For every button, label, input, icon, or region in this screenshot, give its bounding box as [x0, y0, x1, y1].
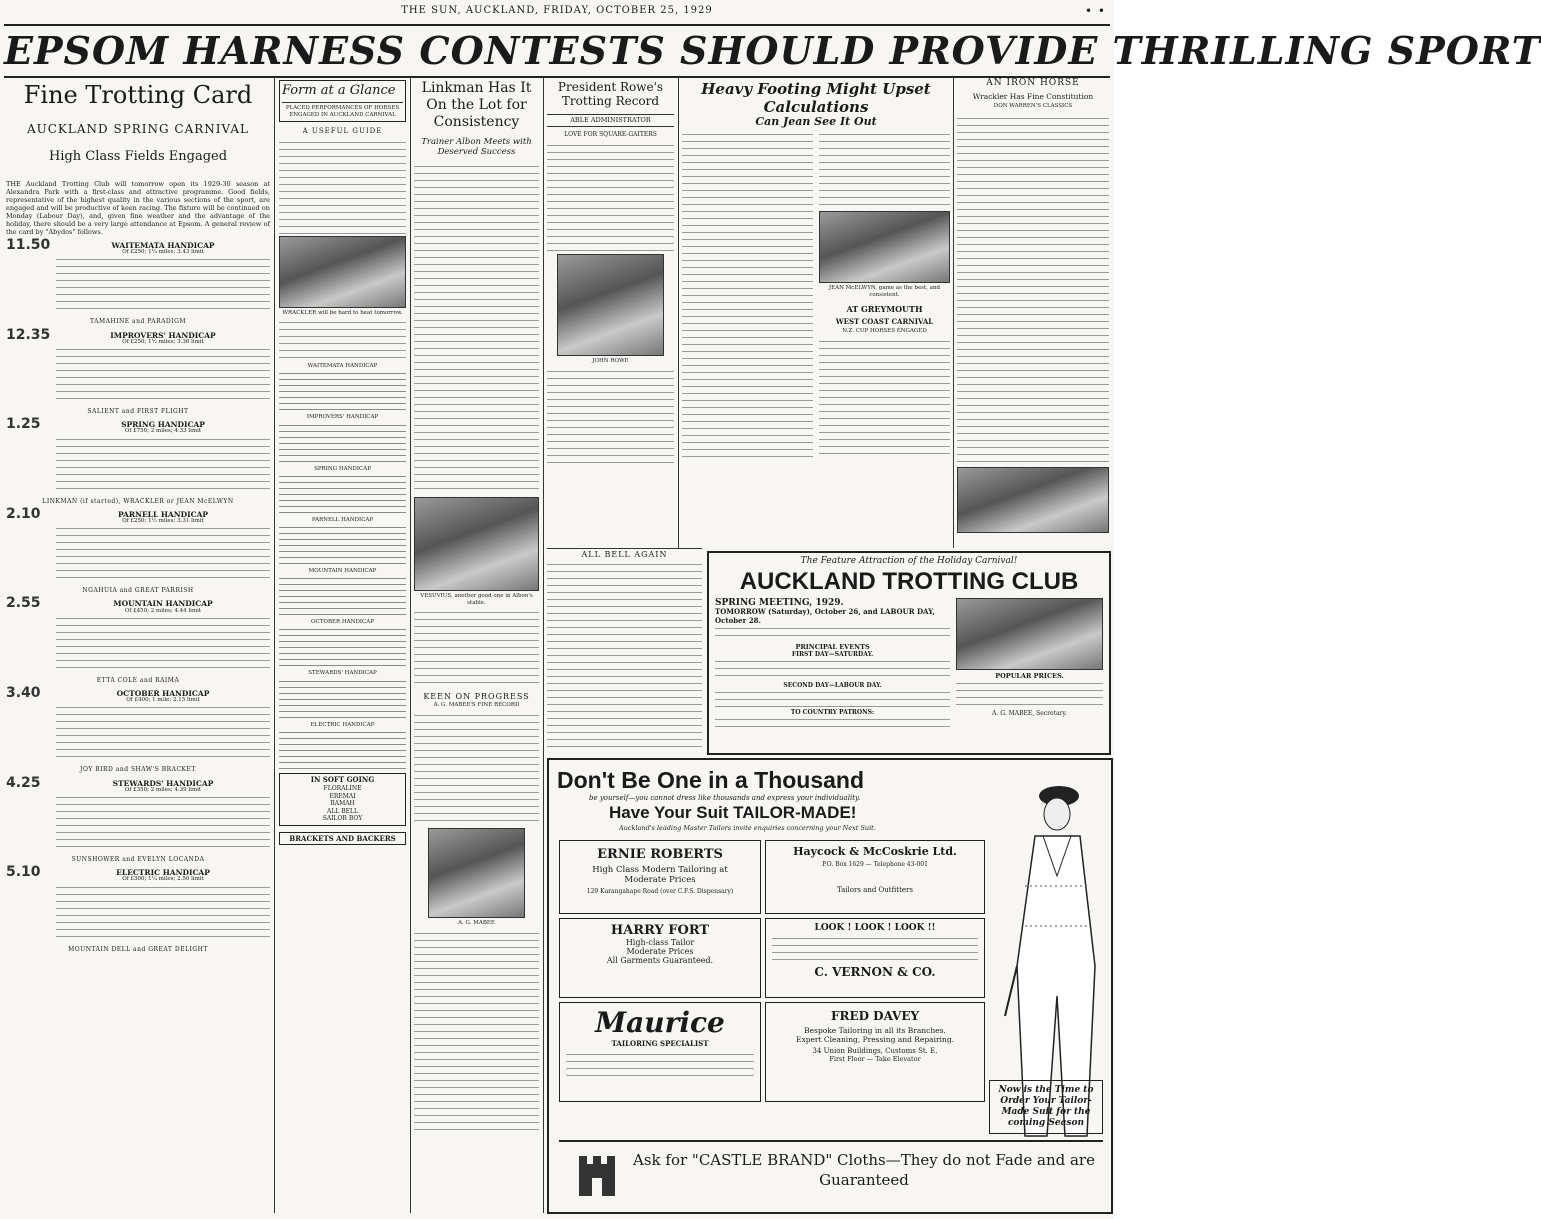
- wrackler-photo: [279, 236, 406, 308]
- soft-going-horse: FLORALINE: [323, 785, 362, 793]
- race-time: 3.40: [6, 685, 41, 702]
- race-body: [56, 780, 270, 852]
- atc-dates: TOMORROW (Saturday), October 26, and LABOUR DAY, October 28.: [715, 607, 935, 625]
- race-entries-list: [6, 774, 52, 852]
- race-entries-list: [6, 685, 52, 762]
- atc-first-day: FIRST DAY—SATURDAY.: [791, 651, 874, 658]
- race-time: 2.10: [6, 505, 41, 522]
- race-body: [56, 869, 270, 941]
- column-iron-horse: [957, 80, 1109, 546]
- column-rule: [410, 78, 411, 1213]
- race-entries-list: [6, 237, 52, 314]
- race-body: [56, 600, 270, 672]
- column-fine-trotting-card: [6, 80, 270, 1212]
- race-name: MOUNTAIN HANDICAP: [113, 599, 213, 609]
- atc-principal: PRINCIPAL EVENTS: [795, 643, 870, 651]
- haycock-ad: [765, 840, 985, 914]
- atc-second-day-events: [715, 689, 950, 709]
- davey-line4: First Floor — Take Elevator: [829, 1055, 921, 1063]
- davey-line3: 34 Union Buildings, Customs St. E.: [812, 1047, 938, 1055]
- jean-mcelwyn-photo: [819, 211, 950, 283]
- race-detail: Of £350; 2 miles; 4.39 limit: [124, 786, 202, 793]
- form-subtitle: PLACED PERFORMANCES OF HORSES ENGAGED IN AUCKLAND CARNIVAL: [282, 102, 403, 119]
- race-entry: [6, 416, 270, 505]
- atc-title: AUCKLAND TROTTING CLUB: [739, 568, 1079, 595]
- race-name: OCTOBER HANDICAP: [116, 689, 210, 699]
- race-selection: JOY BIRD and SHAW'S BRACKET: [80, 766, 196, 774]
- race-selection: SUNSHOWER and EVELYN LOCANDA: [71, 856, 205, 864]
- vernon-look: LOOK ! LOOK ! LOOK !!: [814, 923, 936, 933]
- race-name: ELECTRIC HANDICAP: [116, 868, 210, 878]
- race-detail: Of £300; 1¼ miles; 2.50 limit: [122, 876, 204, 883]
- atc-feature: The Feature Attraction of the Holiday Carnival!: [800, 556, 1018, 566]
- article-headline: Fine Trotting Card: [23, 81, 253, 109]
- linkman-subheadline: Trainer Albon Meets with Deserved Success: [421, 137, 532, 157]
- tailor-sub: be yourself—you cannot dress like thousands and express your individuality.: [589, 794, 861, 802]
- race-detail: Of £750; 2 miles; 4.33 limit: [124, 428, 202, 435]
- race-row: [6, 774, 270, 852]
- atc-patrons: TO COUNTRY PATRONS:: [790, 709, 875, 716]
- race-detail: Of £400; 1 mile; 2.15 limit: [126, 697, 200, 704]
- race-entry: [6, 505, 270, 595]
- maurice-ad: [559, 1002, 761, 1102]
- heavy-subheadline: Can Jean See It Out: [755, 115, 877, 128]
- race-selection: LINKMAN (if started), WRACKLER or JEAN McELWYN: [42, 497, 234, 505]
- race-body: [56, 242, 270, 314]
- form-table-heading: MOUNTAIN HANDICAP: [308, 568, 377, 575]
- vernon-ad: [765, 918, 985, 998]
- castle-brand-ad: [559, 1140, 1103, 1206]
- brackets-box: [279, 832, 406, 845]
- tailor-headline: Don't Be One in a Thousand: [557, 767, 865, 793]
- davey-line2: Expert Cleaning, Pressing and Repairing.: [795, 1035, 955, 1044]
- column-rule: [274, 78, 275, 1213]
- race-row: [6, 595, 270, 672]
- race-time: 5.10: [6, 864, 41, 881]
- page-banner-headline: EPSOM HARNESS CONTESTS SHOULD PROVIDE THRILLING SPORT: [4, 24, 1110, 78]
- heavy-body: [682, 131, 950, 461]
- linkman-headline: Linkman Has It On the Lot for Consistency: [421, 80, 532, 130]
- rowe-sub2: LOVE FOR SQUARE-GAITERS: [564, 131, 657, 139]
- soft-going-horse: RAMAH: [330, 800, 355, 808]
- form-table-rows: [279, 626, 406, 666]
- race-article-text: [56, 794, 270, 852]
- maurice-text: [566, 1051, 754, 1081]
- photo-caption: WRACKLER will be hard to beat tomorrow.: [282, 310, 403, 317]
- form-guide-label: A USEFUL GUIDE: [302, 127, 383, 135]
- heavy-text-left: [682, 131, 813, 461]
- column-form-at-a-glance: [279, 80, 406, 1212]
- race-row: [6, 864, 270, 941]
- article-intro: THE Auckland Trotting Club will tomorrow open its 1929-30 season at Alexandra Park with a first-class and attractive programme. Good fields, representative of the highest quality in the various sections of the sport, are engaged and will be productive of keen racing. The fixture will be continued on Monday (Labour Day), and, given fine weather and the advantage of the holiday, there should be a very large attendance at Epsom. A general review of the card by "Abydos" follows.: [6, 180, 270, 236]
- race-row: [6, 237, 270, 314]
- race-list: [6, 237, 270, 953]
- form-table-heading: IMPROVERS' HANDICAP: [306, 414, 379, 421]
- race-entry: [6, 685, 270, 774]
- rowe-headline: President Rowe's Trotting Record: [557, 80, 664, 108]
- race-detail: Of £250; 1½ miles; 3.31 limit: [122, 518, 204, 525]
- auckland-trotting-club-ad: [707, 551, 1111, 755]
- race-article-text: [56, 256, 270, 314]
- haycock-address: P.O. Box 1629 — Telephone 43-001: [822, 861, 928, 868]
- iron-horse-text: [957, 115, 1109, 465]
- linkman-article-text-2: [414, 609, 539, 689]
- race-body: [56, 511, 270, 583]
- race-body: [56, 332, 270, 404]
- form-table-heading: WAITEMATA HANDICAP: [307, 363, 378, 370]
- soft-going-horse: ALL BELL: [327, 807, 358, 815]
- atc-popular: POPULAR PRICES.: [995, 672, 1064, 680]
- race-selection: TAMAHINE and PARADIGM: [89, 318, 187, 326]
- greymouth-text: [819, 338, 950, 458]
- haycock-sub: Tailors and Outfitters: [837, 886, 913, 894]
- race-article-text: [56, 704, 270, 762]
- race-entry: [6, 864, 270, 953]
- heavy-headline: Heavy Footing Might Upset Calculations: [701, 80, 931, 116]
- race-row: [6, 326, 270, 404]
- atc-second-day: SECOND DAY—LABOUR DAY.: [783, 682, 882, 689]
- mabee-portrait: [428, 828, 525, 918]
- race-name: PARNELL HANDICAP: [117, 509, 209, 519]
- form-header-box: [279, 80, 406, 122]
- form-table-rows: [279, 575, 406, 615]
- atc-prices: [956, 680, 1103, 710]
- form-table-rows: [279, 422, 406, 462]
- masthead: [0, 0, 1114, 22]
- form-title: Form at a Glance: [282, 83, 396, 98]
- form-table-rows: [279, 370, 406, 410]
- vesuvius-caption: VESUVIUS, another good one in Albon's stable.: [420, 593, 533, 606]
- fort-line1: High-class Tailor: [625, 938, 695, 947]
- article-subheadline-2: High Class Fields Engaged: [48, 149, 228, 164]
- iron-horse-subheadline: Wrackler Has Fine Constitution: [972, 92, 1094, 102]
- race-entry: [6, 595, 270, 684]
- john-rowe-portrait: [557, 254, 664, 356]
- race-time: 4.25: [6, 774, 41, 791]
- rowe-article-text-2: [547, 368, 674, 468]
- roberts-line2: Moderate Prices: [624, 875, 696, 885]
- rowe-sub1: ABLE ADMINISTRATOR: [547, 114, 674, 127]
- haycock-name: Haycock & McCoskrie Ltd.: [793, 845, 957, 858]
- form-table-heading: SPRING HANDICAP: [314, 465, 371, 472]
- column-rule: [953, 78, 954, 548]
- form-table-heading: ELECTRIC HANDICAP: [310, 721, 375, 728]
- race-entries-list: [6, 416, 52, 493]
- soft-going-horse: SAILOR BOY: [322, 815, 363, 823]
- castle-text: Ask for "CASTLE BRAND" Cloths—They do not Fade and are Guaranteed: [633, 1151, 1095, 1189]
- tailor-made-ad: [547, 758, 1113, 1214]
- race-entries-list: [6, 595, 52, 672]
- race-name: IMPROVERS' HANDICAP: [110, 330, 216, 340]
- linkman-article-text: [414, 163, 539, 493]
- now-is-the-time: Now is the Time to Order Your Tailor-Made Suit for the coming Season: [989, 1080, 1103, 1134]
- rowe-article-text: [547, 142, 674, 252]
- jean-caption: JEAN McELWYN, game as the best, and consistent.: [828, 285, 941, 299]
- rowe-caption: JOHN ROWE: [592, 358, 629, 365]
- harry-fort-ad: [559, 918, 761, 998]
- race-name: WAITEMATA HANDICAP: [111, 241, 215, 250]
- mabee-caption: A. G. MABEE: [458, 920, 495, 927]
- roberts-name: ERNIE ROBERTS: [597, 847, 723, 862]
- race-time: 2.55: [6, 595, 41, 612]
- race-row: [6, 416, 270, 493]
- atc-first-day-events: [715, 658, 950, 682]
- race-photo: [957, 467, 1109, 533]
- masthead-text: THE SUN, AUCKLAND, FRIDAY, OCTOBER 25, 1929: [401, 5, 713, 16]
- ernie-roberts-ad: [559, 840, 761, 914]
- form-intro-text: [279, 139, 406, 234]
- race-detail: Of £250; 1½ miles; 3.36 limit: [122, 338, 204, 345]
- atc-body: [715, 598, 1103, 730]
- castle-icon: [575, 1150, 619, 1198]
- roberts-address: 129 Karangahape Road (over C.F.S. Dispensary): [586, 888, 734, 895]
- soft-going-box: [279, 773, 406, 826]
- maurice-name: Maurice: [595, 1006, 725, 1039]
- all-bell-article: [547, 548, 702, 753]
- race-body: [56, 690, 270, 762]
- race-selection: MOUNTAIN DELL and GREAT DELIGHT: [68, 945, 208, 953]
- vernon-name: C. VERNON & CO.: [814, 965, 936, 979]
- race-detail: Of £450; 2 miles; 4.44 limit: [124, 607, 202, 614]
- atc-right: [956, 598, 1103, 730]
- fred-davey-ad: [765, 1002, 985, 1102]
- vernon-text: [772, 935, 978, 963]
- mabee-article-text: [414, 930, 539, 1130]
- soft-going-list: [282, 785, 403, 823]
- race-entry: [6, 774, 270, 864]
- race-entry: [6, 237, 270, 326]
- masthead-dots: • •: [1085, 4, 1106, 18]
- race-time: 1.25: [6, 416, 41, 433]
- race-article-text: [56, 436, 270, 494]
- form-table-heading: PARNELL HANDICAP: [311, 516, 374, 523]
- race-row: [6, 505, 270, 583]
- form-table-rows: [279, 524, 406, 564]
- tailor-tagline: Have Your Suit TAILOR-MADE!: [609, 803, 857, 822]
- race-selection: SALIENT and FIRST FLIGHT: [87, 408, 189, 416]
- all-bell-text: [547, 561, 702, 751]
- maurice-sub: TAILORING SPECIALIST: [611, 1039, 709, 1048]
- race-selection: NGAHUIA and GREAT PARRISH: [82, 587, 194, 595]
- atc-patrons-text: [715, 716, 950, 730]
- iron-horse-sub2: DON WARREN'S CLASSICS: [993, 103, 1073, 110]
- race-body: [56, 421, 270, 493]
- race-entries-list: [6, 864, 52, 941]
- race-time: 12.35: [6, 326, 51, 343]
- atc-race-photo: [956, 598, 1103, 670]
- form-text: [279, 319, 406, 359]
- keen-subheadline: A. G. MABEE'S FINE RECORD: [433, 702, 520, 709]
- atc-left: [715, 598, 950, 730]
- form-tables: [279, 363, 406, 769]
- race-name: STEWARDS' HANDICAP: [112, 778, 214, 788]
- race-detail: Of £250; 1¼ miles; 3.43 limit: [122, 249, 204, 256]
- heavy-text-right: [819, 131, 950, 211]
- tailor-small: Auckland's leading Master Tailors invite enquiries concerning your Next Suit.: [619, 824, 876, 832]
- vesuvius-photo: [414, 497, 539, 591]
- davey-name: FRED DAVEY: [830, 1009, 920, 1023]
- race-entry: [6, 326, 270, 416]
- atc-notice: [715, 625, 950, 641]
- form-table-heading: STEWARDS' HANDICAP: [308, 670, 377, 677]
- race-selection: ETTA COLE and RAIMA: [96, 676, 180, 684]
- keen-article-text: [414, 712, 539, 824]
- atc-secretary: A. G. MABEE, Secretary.: [992, 710, 1067, 717]
- nzcup-heading: N.Z. CUP HORSES ENGAGED: [842, 328, 927, 335]
- column-rule: [543, 78, 544, 1213]
- fort-line2: Moderate Prices: [626, 947, 694, 956]
- race-name: SPRING HANDICAP: [121, 420, 205, 430]
- brackets-title: BRACKETS AND BACKERS: [289, 833, 396, 843]
- iron-horse-headline: AN IRON HORSE: [986, 78, 1080, 88]
- race-article-text: [56, 525, 270, 583]
- keen-headline: KEEN ON PROGRESS: [423, 692, 530, 701]
- soft-going-title: IN SOFT GOING: [310, 774, 375, 784]
- race-entries-list: [6, 326, 52, 404]
- form-table-rows: [279, 678, 406, 718]
- atc-meeting: SPRING MEETING, 1929.: [715, 598, 844, 608]
- race-row: [6, 685, 270, 762]
- soft-going-horse: EREMAI: [329, 792, 356, 800]
- westcoast-heading: WEST COAST CARNIVAL: [835, 316, 934, 326]
- race-time: 11.50: [6, 237, 51, 253]
- form-table-heading: OCTOBER HANDICAP: [311, 619, 374, 626]
- race-entries-list: [6, 505, 52, 583]
- column-president-rowe: [547, 80, 674, 546]
- column-rule: [678, 78, 679, 548]
- fort-name: HARRY FORT: [610, 923, 710, 938]
- fort-line3: All Garments Guaranteed.: [606, 956, 714, 965]
- race-article-text: [56, 884, 270, 942]
- form-table-rows: [279, 729, 406, 769]
- article-subheadline: AUCKLAND SPRING CARNIVAL: [26, 122, 250, 136]
- form-table-rows: [279, 473, 406, 513]
- greymouth-heading: AT GREYMOUTH: [846, 303, 923, 314]
- race-article-text: [56, 346, 270, 404]
- heavy-right: [819, 131, 950, 461]
- davey-line1: Bespoke Tailoring in all its Branches.: [804, 1026, 946, 1035]
- roberts-line1: High Class Modern Tailoring at: [592, 865, 728, 875]
- race-article-text: [56, 615, 270, 673]
- column-linkman: [414, 80, 539, 1212]
- all-bell-headline: ALL BELL AGAIN: [547, 548, 702, 558]
- column-heavy-footing: [682, 80, 950, 546]
